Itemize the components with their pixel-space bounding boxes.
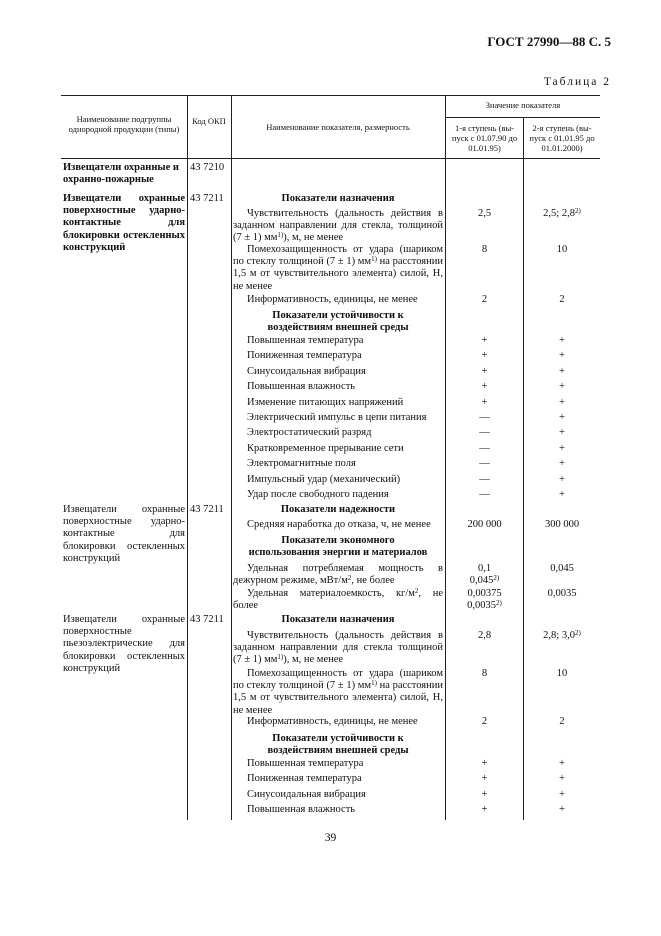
env-row-stage1: —: [479, 473, 490, 485]
env-row-stage2: +: [559, 335, 565, 346]
sub3-informativity-s2: 2: [559, 716, 565, 727]
env-row-stage2: +: [559, 381, 565, 393]
sub2-reliability-heading: Показатели надежности: [280, 504, 396, 515]
sub2-name: Извещатели охранные поверхностные ударно-контактные для блокировки остекленных конструкций: [63, 504, 185, 564]
sub1-sensitivity-s1: 2,5: [477, 208, 492, 219]
env-row-stage1: +: [481, 350, 488, 362]
sub3-env-heading: Показатели устойчивости к воздействиям внешней среды: [267, 733, 409, 757]
sub3-code: 43 7211: [190, 614, 224, 625]
table-top-rule: [61, 95, 600, 96]
env-row-label: Повышенная влажность: [247, 804, 356, 816]
header-indicator: Наименование показателя, размерность: [266, 122, 410, 132]
env-row-label: Электрический импульс в цепи питания: [247, 412, 427, 423]
env-row-stage1: —: [479, 412, 490, 423]
col-divider-1: [187, 95, 188, 820]
sub1-informativity-label: Информативность, единицы, не менее: [247, 294, 418, 305]
env-row-label: Пониженная температура: [247, 350, 362, 362]
env-row-label: Изменение питающих напряжений: [247, 396, 404, 408]
running-header: ГОСТ 27990—88 С. 5: [487, 34, 611, 49]
env-row-stage2: +: [559, 788, 565, 800]
sub1-name: Извещатели охранные поверхностные ударно-контактные для блокировки остекленных конструкций: [63, 193, 185, 253]
env-row-label: Удар после свободного падения: [247, 489, 389, 500]
sub3-immunity-label: Помехозащищенность от удара (шариком по стеклу толщиной (7 ± 1) $мм^{1)}$ на расстоянии 1,5 м от чувствительного элемента) силой, Н, не менее: [233, 668, 443, 716]
page-number: 39: [324, 832, 337, 844]
sub2-material-s1: 0,00375 0,0035$^{2)}$: [467, 588, 502, 612]
env-row-stage2: +: [559, 758, 565, 769]
env-row-stage1: —: [479, 442, 490, 454]
sub2-code: 43 7211: [190, 504, 224, 515]
sub3-sensitivity-s2: 2,8; 3,0$^{2)}$: [543, 629, 581, 641]
sub2-power-s2: 0,045: [550, 563, 574, 574]
sub1-immunity-label: Помехозащищенность от удара (шариком по стеклу толщиной (7 ± 1) $мм^{1)}$ на расстоянии 1,5 м от чувствительного элемента) силой, Н, не менее: [233, 244, 443, 292]
env-row-stage1: +: [481, 788, 488, 800]
env-row-stage2: +: [559, 412, 565, 423]
env-row-label: Синусоидальная вибрация: [247, 365, 366, 377]
table-caption: Таблица 2: [543, 76, 611, 88]
env-row-stage2: +: [559, 427, 565, 439]
sub1-sensitivity-s2: 2,5; 2,8$^{2)}$: [543, 207, 581, 219]
env-row-stage1: —: [479, 458, 490, 470]
env-row-label: Синусоидальная вибрация: [247, 788, 366, 800]
env-row-stage1: +: [481, 804, 488, 816]
env-row-stage1: +: [481, 396, 488, 408]
sub2-economy-heading: Показатели экономного использования энергии и материалов: [248, 535, 428, 559]
sub1-purpose-heading: Показатели назначения: [281, 193, 395, 204]
env-row-stage2: +: [559, 773, 565, 785]
sub1-informativity-s1: 2: [481, 294, 488, 305]
env-row-stage2: +: [559, 804, 565, 816]
env-row-stage1: —: [479, 427, 490, 439]
sub2-power-label: Удельная потребляемая мощность в дежурном режиме, мВт/$м^2$, не более: [233, 563, 443, 587]
env-row-label: Электромагнитные поля: [247, 458, 356, 470]
env-row-stage1: +: [481, 773, 488, 785]
env-row-stage2: +: [559, 489, 565, 500]
sub1-sensitivity-label: Чувствительность (дальность действия в заданном направлении для стекла, толщиной (7 ± 1) $мм^{1)}$), м, не менее: [233, 208, 443, 244]
env-row-label: Кратковременное прерывание сети: [247, 442, 404, 454]
env-row-stage2: +: [559, 442, 565, 454]
sub3-immunity-s1: 8: [481, 668, 488, 679]
sub2-material-label: Удельная материалоемкость, $кг/м^2$, не более: [233, 587, 443, 612]
env-row-stage2: +: [559, 365, 565, 377]
sub1-immunity-s1: 8: [481, 244, 488, 255]
env-row-stage1: +: [481, 381, 488, 393]
sub3-sensitivity-label: Чувствительность (дальность действия в заданном направлении для стекла толщиной (7 ± 1) $мм^{1)}$), м, не менее: [233, 630, 443, 666]
sub1-immunity-s2: 10: [556, 244, 568, 255]
header-subgroup: Наименование подгруппы однородной продукции (типы): [68, 114, 180, 134]
header-stage-1: 1-я ступень (вы-пуск с 01.07.90 до 01.01.95): [451, 123, 518, 153]
env-row-label: Импульсный удар (механический): [247, 473, 401, 485]
header-stage-2: 2-я ступень (вы-пуск с 01.01.95 до 01.01.2000): [529, 123, 595, 153]
sub2-mtbf-s1: 200 000: [467, 519, 502, 530]
sub3-purpose-heading: Показатели назначения: [281, 614, 395, 625]
header-code: Код ОКП: [192, 116, 226, 126]
sub3-name: Извещатели охранные поверхностные пьезоэлектрические для блокировки остекленных конструкций: [63, 614, 185, 674]
env-row-stage1: +: [481, 335, 488, 346]
header-value: Значение показателя: [485, 100, 561, 110]
env-row-label: Повышенная влажность: [247, 381, 356, 393]
sub2-mtbf-s2: 300 000: [544, 519, 580, 530]
sub3-informativity-s1: 2: [481, 716, 488, 727]
sub2-mtbf-label: Средняя наработка до отказа, ч, не менее: [247, 519, 431, 530]
header-bottom-rule: [61, 158, 600, 159]
env-row-label: Пониженная температура: [247, 773, 362, 785]
sub3-sensitivity-s1: 2,8: [477, 630, 492, 641]
env-row-stage2: +: [559, 350, 565, 362]
sub2-material-s2: 0,0035: [547, 588, 577, 599]
sub1-informativity-s2: 2: [559, 294, 565, 305]
sub2-power-s1: 0,1 0,045$^{2)}$: [469, 563, 500, 587]
col-divider-2: [231, 95, 232, 820]
group-code: 43 7210: [190, 162, 225, 173]
env-row-stage2: +: [559, 473, 565, 485]
sub3-informativity-label: Информативность, единицы, не менее: [247, 716, 418, 727]
env-row-label: Повышенная температура: [247, 335, 364, 346]
env-row-stage1: +: [481, 365, 488, 377]
env-row-label: Повышенная температура: [247, 758, 364, 769]
env-row-stage1: —: [479, 489, 490, 500]
sub3-immunity-s2: 10: [556, 668, 568, 679]
group-name: Извещатели охранные и охранно-пожарные: [63, 162, 179, 186]
sub1-code: 43 7211: [190, 193, 224, 204]
env-row-stage2: +: [559, 458, 565, 470]
env-row-stage2: +: [559, 396, 565, 408]
env-row-stage1: +: [481, 758, 488, 769]
env-row-label: Электростатический разряд: [247, 427, 372, 439]
sub1-env-heading: Показатели устойчивости к воздействиям внешней среды: [267, 310, 409, 334]
